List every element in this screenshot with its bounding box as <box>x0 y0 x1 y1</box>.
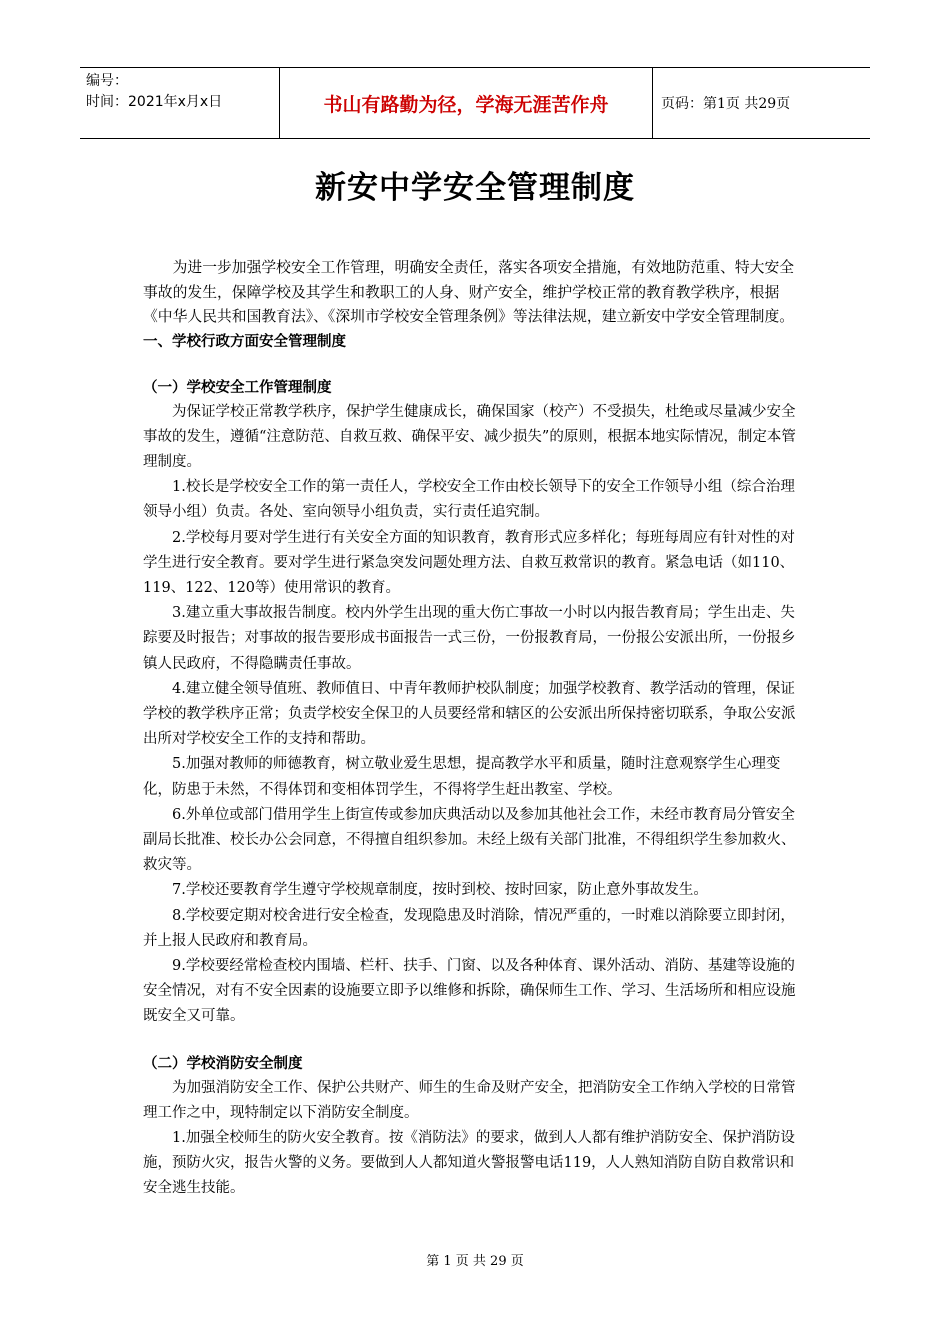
paragraph: 6.外单位或部门借用学生上街宣传或参加庆典活动以及参加其他社会工作，未经市教育局分管安全副局长批准、校长办公会同意，不得擅自组织参加。未经上级有关部门批准，不得组织学生参加救火、救灾等。 <box>143 806 796 874</box>
paragraph: 9.学校要经常检查校内围墙、栏杆、扶手、门窗、以及各种体育、课外活动、消防、基建等设施的安全情况，对有不安全因素的设施要立即予以维修和拆除，确保师生工作、学习、生活场所和相应设施既安全又可靠。 <box>143 957 796 1025</box>
subsection-heading: （二）学校消防安全制度 <box>143 1055 303 1072</box>
paragraph: 2.学校每月要对学生进行有关安全方面的知识教育，教育形式应多样化；每班每周应有针对性的对学生进行安全教育。要对学生进行紧急突发问题处理方法、自救互救常识的教育。紧急电话（如110、119、122、120等）使用常识的教育。 <box>143 529 795 596</box>
paragraph: 3.建立重大事故报告制度。校内外学生出现的重大伤亡事故一小时以内报告教育局；学生出走、失踪要及时报告；对事故的报告要形成书面报告一式三份，一份报教育局，一份报公安派出所，一份报乡镇人民政府，不得隐瞒责任事故。 <box>143 605 796 672</box>
header-page-info: 页码：第1页 共29页 <box>661 96 791 112</box>
page-footer: 第 1 页 共 29 页 <box>426 1254 524 1269</box>
intro-paragraph: 为进一步加强学校安全工作管理，明确安全责任，落实各项安全措施，有效地防范重、特大安全事故的发生，保障学校及其学生和教职工的人身、财产安全，维护学校正常的教育教学秩序，根据《中华人民共和国教育法》、《深圳市学校安全管理条例》等法律法规，建立新安中学安全管理制度。 <box>143 259 795 325</box>
header-meta <box>80 68 280 138</box>
paragraph: 为加强消防安全工作、保护公共财产、师生的生命及财产安全，把消防安全工作纳入学校的日常管理工作之中，现特制定以下消防安全制度。 <box>143 1079 796 1121</box>
header-motto: 书山有路勤为径，学海无涯苦作舟 <box>280 68 653 138</box>
number-label: 编号： <box>86 73 128 89</box>
subsection-heading: （一）学校安全工作管理制度 <box>143 379 332 396</box>
paragraph: 8.学校要定期对校舍进行安全检查，发现隐患及时消除，情况严重的，一时难以消除要立即封闭，并上报人民政府和教育局。 <box>143 907 795 949</box>
page-header <box>80 67 870 139</box>
paragraph: 7.学校还要教育学生遵守学校规章制度，按时到校、按时回家，防止意外事故发生。 <box>172 882 708 899</box>
paragraph: 1.加强全校师生的防火安全教育。按《消防法》的要求，做到人人都有维护消防安全、保护消防设施，预防火灾，报告火警的义务。要做到人人都知道火警报警电话119，人人熟知消防自防自救常识和安全逃生技能。 <box>143 1129 795 1197</box>
time-label: 时间：2021年x月x日 <box>86 94 223 110</box>
paragraph: 1.校长是学校安全工作的第一责任人，学校安全工作由校长领导下的安全工作领导小组（综合治理领导小组）负责。各处、室向领导小组负责，实行责任追究制。 <box>143 479 795 521</box>
document-title: 新安中学安全管理制度 <box>315 170 635 206</box>
paragraph: 5.加强对教师的师德教育，树立敬业爱生思想，提高教学水平和质量，随时注意观察学生心理变化，防患于未然，不得体罚和变相体罚学生，不得将学生赶出教室、学校。 <box>143 756 781 798</box>
paragraph: 为保证学校正常教学秩序，保护学生健康成长，确保国家（校产）不受损失，杜绝或尽量减少安全事故的发生，遵循“注意防范、自救互救、确保平安、减少损失”的原则，根据本地实际情况，制定本管理制度。 <box>143 403 796 470</box>
document-body <box>143 256 805 1202</box>
section-heading: 一、学校行政方面安全管理制度 <box>143 333 346 350</box>
paragraph: 4.建立健全领导值班、教师值日、中青年教师护校队制度；加强学校教育、教学活动的管理，保证学校的教学秩序正常；负责学校安全保卫的人员要经常和辖区的公安派出所保持密切联系，争取公安派出所对学校安全工作的支持和帮助。 <box>143 680 796 748</box>
